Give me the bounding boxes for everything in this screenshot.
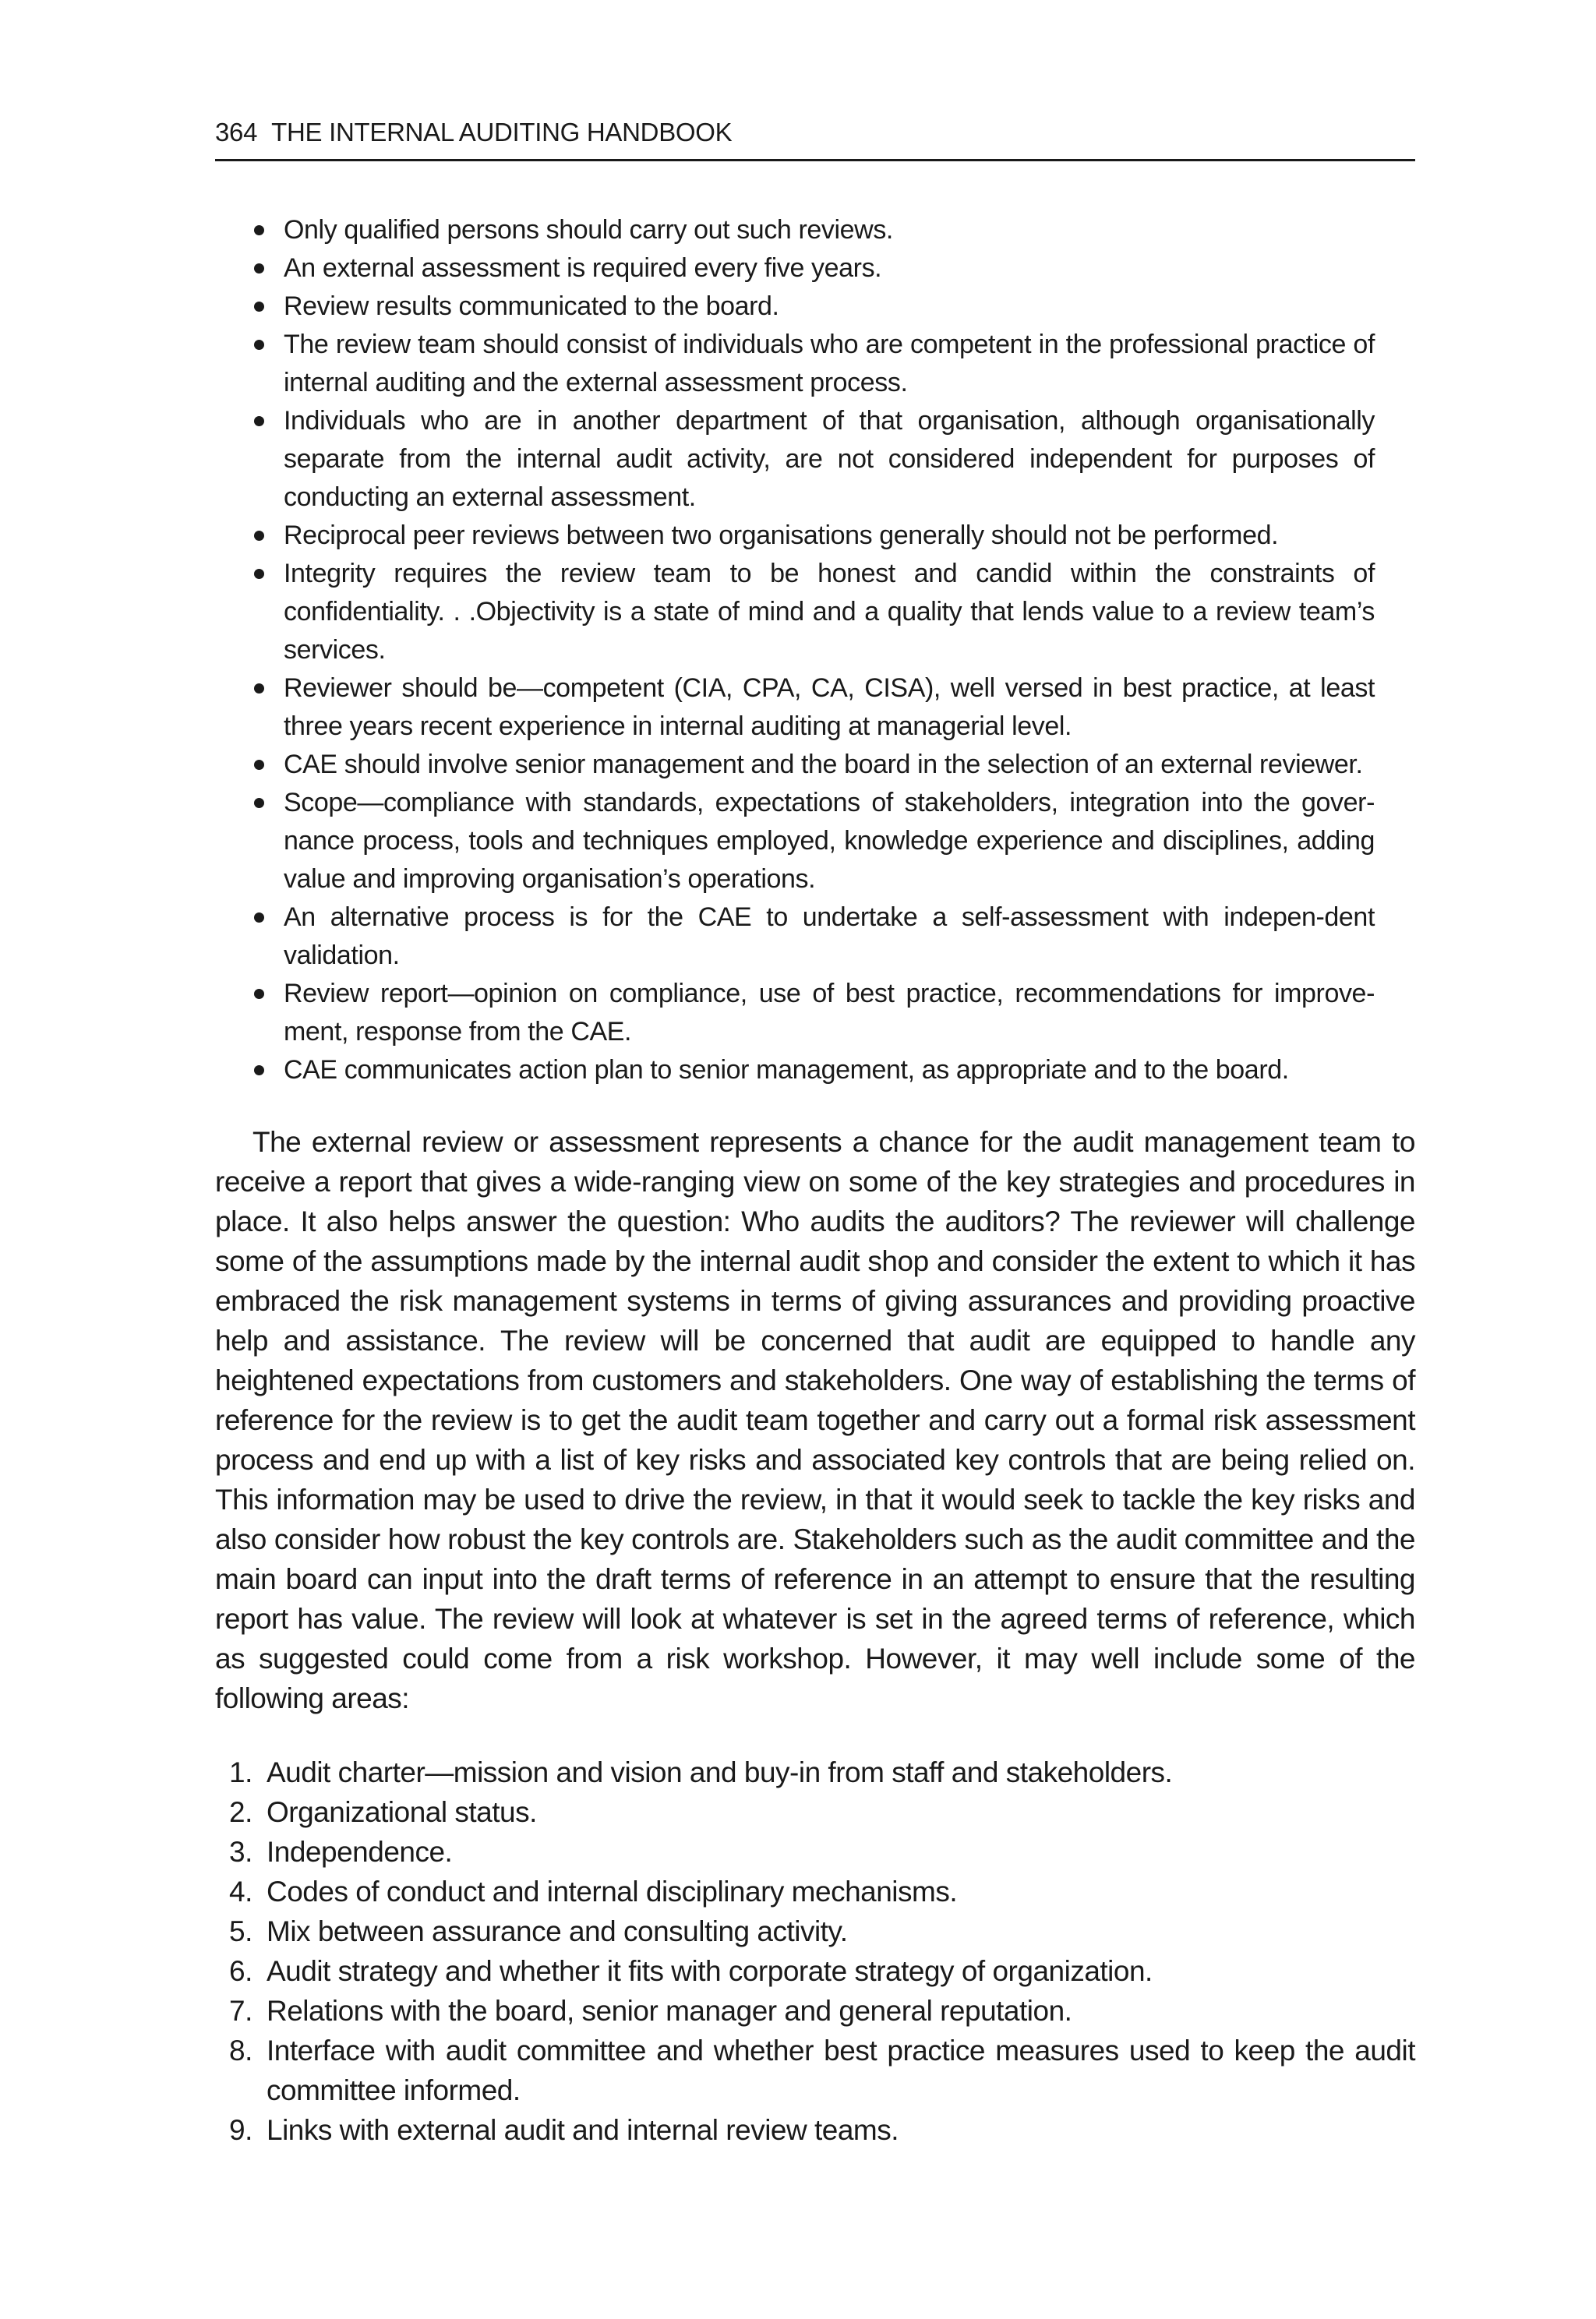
item-number: 2. — [229, 1796, 252, 1828]
numbered-item: 6. Audit strategy and whether it fits with corporate strategy of organization. — [267, 1951, 1415, 1991]
bullet-item: CAE communicates action plan to senior management, as appropriate and to the board. — [284, 1051, 1375, 1089]
bullet-item: An alternative process is for the CAE to undertake a self-assessment with indepen-dent validation. — [284, 898, 1375, 975]
bullet-item: Scope—compliance with standards, expectations of stakeholders, integration into the gover-nance process, tools and techniques employed, knowledge experience and disciplines, adding value and improving organisation’s operations. — [284, 784, 1375, 898]
numbered-item: 5. Mix between assurance and consulting activity. — [267, 1911, 1415, 1951]
bullet-item: An external assessment is required every five years. — [284, 249, 1375, 288]
bullet-item: Reviewer should be—competent (CIA, CPA, CA, CISA), well versed in best practice, at least three years recent experience in internal auditing at managerial level. — [284, 669, 1375, 746]
bullet-item: Integrity requires the review team to be honest and candid within the constraints of confidentiality. . .Objectivity is a state of mind and a quality that lends value to a review team’s services. — [284, 555, 1375, 669]
bullet-dot-icon — [254, 340, 264, 350]
book-title: THE INTERNAL AUDITING HANDBOOK — [271, 118, 733, 146]
item-number: 6. — [229, 1955, 252, 1987]
bullet-dot-icon — [254, 683, 264, 694]
bullet-item: Review report—opinion on compliance, use of best practice, recommendations for improve-ment, response from the CAE. — [284, 975, 1375, 1051]
bullet-item: Individuals who are in another department of that organisation, although organisationally separate from the internal audit activity, are not considered independent for purposes of conducting an external assessment. — [284, 402, 1375, 517]
page-number: 364 — [215, 118, 258, 146]
numbered-item: 9. Links with external audit and internal review teams. — [267, 2110, 1415, 2150]
item-number: 5. — [229, 1915, 252, 1947]
numbered-item: 4. Codes of conduct and internal disciplinary mechanisms. — [267, 1872, 1415, 1911]
item-number: 3. — [229, 1836, 252, 1868]
numbered-list — [215, 1752, 1415, 2150]
bullet-item: CAE should involve senior management and the board in the selection of an external reviewer. — [284, 746, 1375, 784]
bullet-dot-icon — [254, 569, 264, 579]
bullet-item: Reciprocal peer reviews between two organisations generally should not be performed. — [284, 517, 1375, 555]
bullet-item: Only qualified persons should carry out such reviews. — [284, 211, 1375, 249]
bullet-dot-icon — [254, 760, 264, 770]
bullet-dot-icon — [254, 416, 264, 426]
numbered-item: 8. Interface with audit committee and whether best practice measures used to keep the audit committee informed. — [267, 2031, 1415, 2110]
item-number: 4. — [229, 1876, 252, 1908]
numbered-item: 7. Relations with the board, senior manager and general reputation. — [267, 1991, 1415, 2031]
item-number: 8. — [229, 2035, 252, 2067]
bullet-list — [215, 211, 1375, 1089]
bullet-dot-icon — [254, 989, 264, 999]
item-number: 9. — [229, 2114, 252, 2146]
bullet-item: Review results communicated to the board. — [284, 288, 1375, 326]
bullet-dot-icon — [254, 912, 264, 923]
item-number: 1. — [229, 1756, 252, 1788]
bullet-dot-icon — [254, 1065, 264, 1075]
bullet-dot-icon — [254, 225, 264, 235]
numbered-item: 3. Independence. — [267, 1832, 1415, 1872]
bullet-dot-icon — [254, 531, 264, 541]
numbered-item: 2. Organizational status. — [267, 1792, 1415, 1832]
bullet-dot-icon — [254, 302, 264, 312]
book-page — [215, 117, 1415, 2150]
bullet-dot-icon — [254, 263, 264, 274]
item-number: 7. — [229, 1995, 252, 2027]
bullet-dot-icon — [254, 798, 264, 808]
running-head — [215, 117, 1415, 161]
bullet-item: The review team should consist of individuals who are competent in the professional practice of internal auditing and the external assessment process. — [284, 326, 1375, 402]
body-paragraph: The external review or assessment represents a chance for the audit management team to receive a report that gives a wide-ranging view on some of the key strategies and procedures in place. It also helps answer the question: Who audits the auditors? The reviewer will challenge some of the assumptions made by the internal audit shop and consider the extent to which it has embraced the risk management systems in terms of giving assurances and providing proactive help and assistance. The review will be concerned that audit are equipped to handle any heightened expectations from customers and stakeholders. One way of establishing the terms of reference for the review is to get the audit team together and carry out a formal risk assessment process and end up with a list of key risks and associated key controls that are being relied on. This information may be used to drive the review, in that it would seek to tackle the key risks and also consider how robust the key controls are. Stakeholders such as the audit committee and the main board can input into the draft terms of reference in an attempt to ensure that the resulting report has value. The review will look at whatever is set in the agreed terms of reference, which as suggested could come from a risk workshop. However, it may well include some of the following areas: — [215, 1126, 1415, 1714]
numbered-item: 1. Audit charter—mission and vision and buy-in from staff and stakeholders. — [267, 1752, 1415, 1792]
